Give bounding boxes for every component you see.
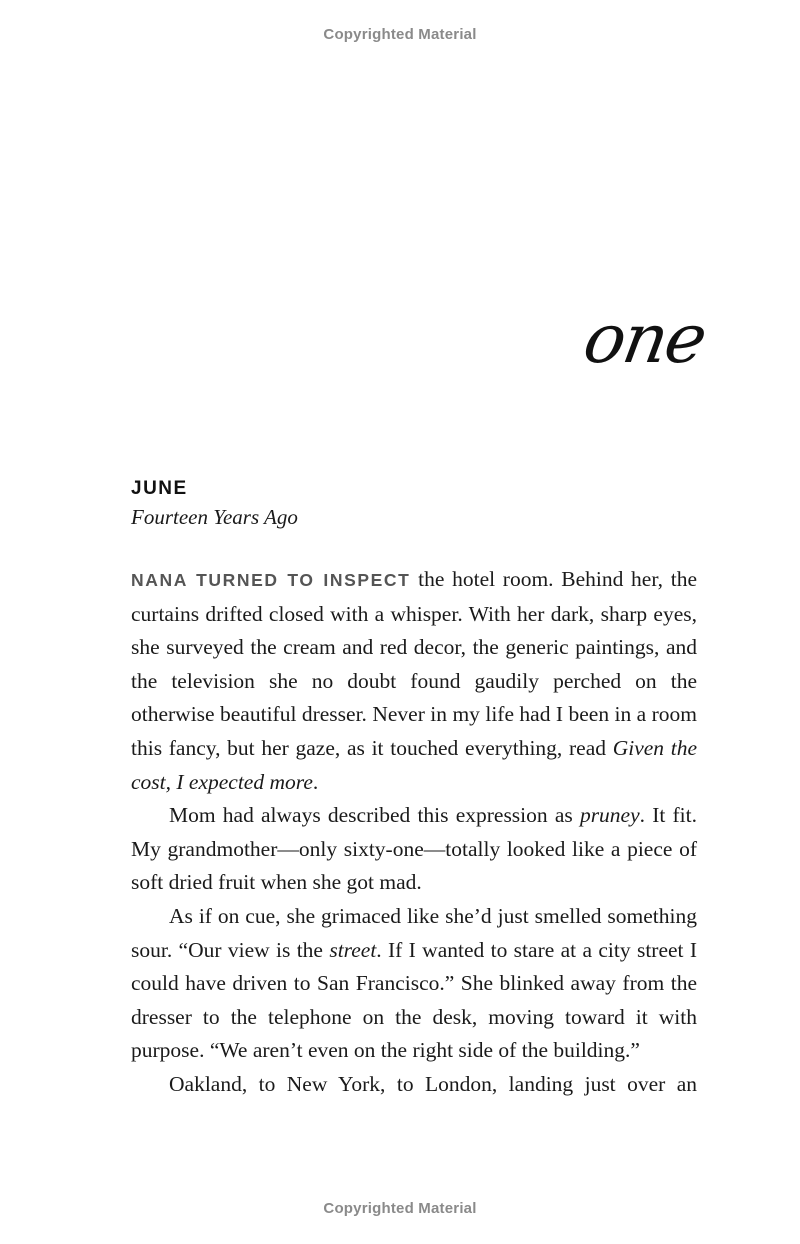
paragraph-2-italic: pruney	[579, 803, 640, 828]
paragraph-3-text-a: As if on cue, she grimaced like she’d just smelled something sour. “Our view is the	[131, 903, 697, 962]
paragraph-4-text-a: Oakland, to New York, to London, landing just over an	[169, 1071, 697, 1096]
lead-in-smallcaps: NANA TURNED TO INSPECT	[131, 570, 411, 590]
paragraph-2-text-a: Mom had always described this expression as	[169, 803, 580, 828]
body-text	[131, 563, 697, 1102]
paragraph-1-text-a: the hotel room. Behind her, the curtains drifted closed with a whisper. With her dark, sharp eyes, she surveyed the cream and red decor, the generic paintings, and the television she no doubt found gaudily perched on the otherwise beautiful dresser. Never in my life had I been in a room this fancy, but her gaze, as it touched everything, read	[131, 567, 697, 760]
section-heading: JUNE	[131, 478, 188, 499]
paragraph-2-text-b: . It fit. My grandmother—only sixty-one—totally looked like a piece of soft dried fruit when she got mad.	[131, 803, 697, 895]
chapter-title: one	[578, 300, 711, 379]
paragraph-3-text-b: . If I wanted to stare at a city street I could have driven to San Francisco.” She blinked away from the dresser to the telephone on the desk, moving toward it with purpose. “We aren’t even on the right side of the building.”	[131, 937, 698, 1063]
section-subheading: Fourteen Years Ago	[131, 505, 298, 529]
paragraph-3	[131, 900, 697, 1068]
paragraph-3-italic: street	[329, 937, 377, 962]
paragraph-1-italic: Given the cost, I expected more	[131, 735, 697, 794]
paragraph-1	[131, 563, 697, 799]
copyright-watermark-bottom: Copyrighted Material	[323, 1200, 477, 1217]
paragraph-1-text-b: .	[312, 769, 319, 794]
paragraph-4	[131, 1068, 697, 1102]
paragraph-2	[131, 799, 697, 900]
copyright-watermark-top: Copyrighted Material	[323, 26, 477, 43]
